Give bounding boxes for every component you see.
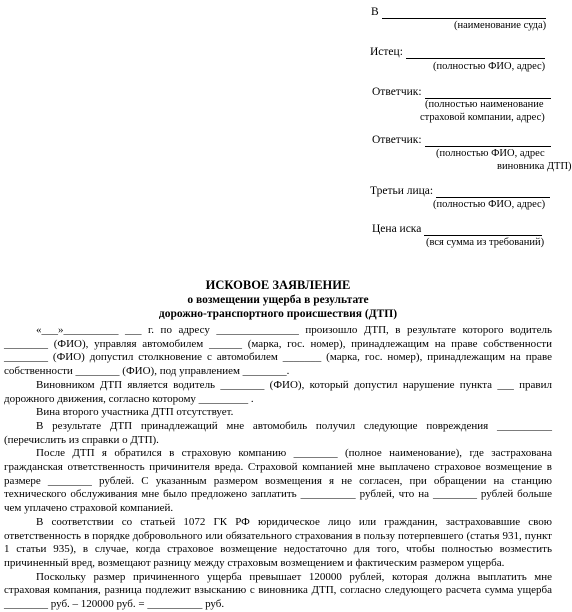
paragraph-insurance: После ДТП я обратился в страховую компанию ________ (полное наименование), где застрахована гражданская ответственность причинителя вреда. Страховой компанией мне выплачено страховое возмещение в размере ________ рублей. С указанным размером возмещения я не согласен, при обращении на станцию технического обслуживания мне было предложено заплатить __________ рублей, что на ________ рублей больше чем уплачено страховой компанией. [4,447,552,515]
defendant1-row [372,86,551,99]
paragraph-culprit: Виновником ДТП является водитель ________ (ФИО), который допустил нарушение пункта ___ правил дорожного движения, согласно которому _________ . [4,378,552,405]
paragraph-accident: «___»__________ ___ г. по адресу _______________ произошло ДТП, в результате которого водитель ________ (ФИО), управляя автомобилем ______ (марка, гос. номер), принадлежащим на праве собственности ________ (ФИО) допустил столкновение с автомобилем _______ (марка, гос. номер), принадлежащим на праве собственности ________ (ФИО), под управлением ________. [4,324,552,378]
claim-price-label: Цена иска [372,223,422,235]
third-parties-hint: (полностью ФИО, адрес) [433,199,546,210]
defendant1-field[interactable] [425,87,551,99]
court-field[interactable] [382,7,546,19]
court-label: В [371,6,379,18]
defendant2-hint-1: (полностью ФИО, адрес [436,148,545,159]
paragraph-law: В соответствии со статьей 1072 ГК РФ юридическое лицо или гражданин, застраховавшие свою ответственность в порядке добровольного или обязательного страхования в пользу потерпевшего (статья 931, пункт 1 статьи 935), в случае, когда страховое возмещение недостаточно для того, чтобы полностью возместить причиненный вред, возмещают разницу между страховым возмещением и фактическим размером ущерба. [4,515,552,569]
defendant2-field[interactable] [425,135,551,147]
document-title: ИСКОВОЕ ЗАЯВЛЕНИЕ [205,278,351,292]
plaintiff-field[interactable] [406,47,545,59]
paragraph-calculation: Поскольку размер причиненного ущерба превышает 120000 рублей, которая должна выплатить мне страховая компания, разница подлежит взысканию с виновника ДТП, согласно следующего расчета сумма ущерба ________ руб. – 120000 руб. = __________ руб. [4,570,552,611]
document-body [4,324,552,612]
claim-price-row [372,223,542,236]
claim-price-field[interactable] [424,224,542,236]
court-hint: (наименование суда) [454,20,547,31]
defendant1-hint-2: страховой компании, адрес) [420,112,545,123]
defendant1-label: Ответчик: [372,86,422,98]
defendant2-row [372,134,551,147]
plaintiff-row [370,46,545,59]
paragraph-no-fault: Вина второго участника ДТП отсутствует. [36,406,234,419]
defendant1-hint-1: (полностью наименование [425,99,544,110]
claim-price-hint: (вся сумма из требований) [426,237,545,248]
third-parties-row [370,185,550,198]
defendant2-label: Ответчик: [372,134,422,146]
third-parties-field[interactable] [436,186,550,198]
paragraph-damage: В результате ДТП принадлежащий мне автомобиль получил следующие повреждения __________ (перечислить из справки о ДТП). [4,419,552,446]
defendant2-hint-2: виновника ДТП) [497,161,572,172]
third-parties-label: Третьи лица: [370,185,434,197]
plaintiff-label: Истец: [370,46,403,58]
document-subtitle-1: о возмещении ущерба в результате [187,294,369,306]
plaintiff-hint: (полностью ФИО, адрес) [433,61,546,72]
document-subtitle-2: дорожно-транспортного происшествия (ДТП) [158,308,398,320]
court-row [371,6,546,19]
